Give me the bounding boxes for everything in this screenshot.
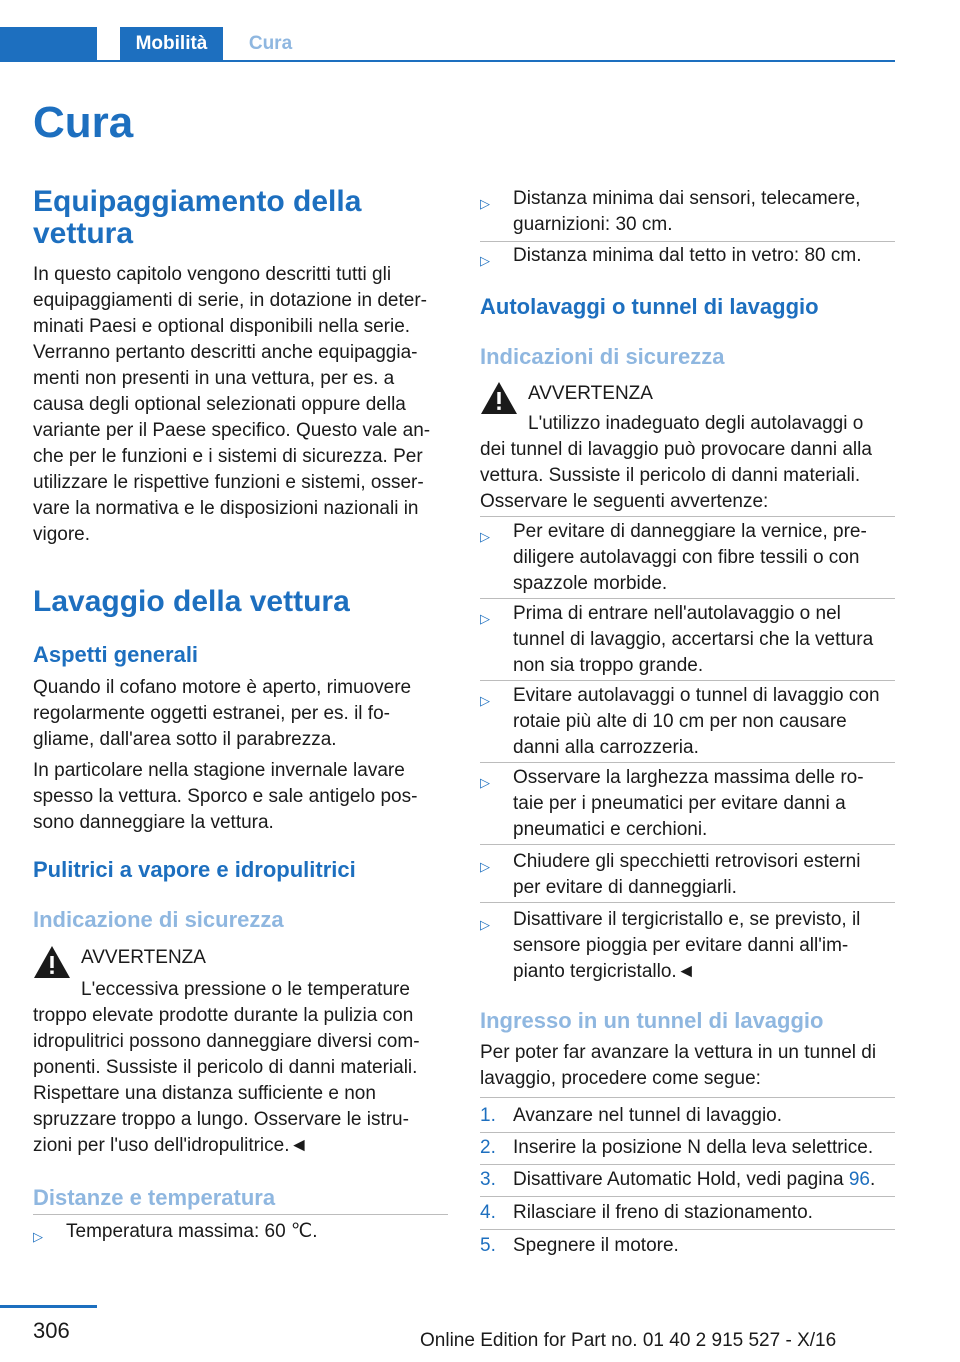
step-text-main: Disattivare Automatic Hold, vedi pagina [513,1169,849,1190]
general-paragraph [33,675,453,753]
text-line: Osservare le seguenti avvertenze: [480,491,769,512]
tab-underline [0,60,895,62]
list-item [480,601,900,679]
step-text-end: . [869,1169,876,1190]
tunnel-paragraph [480,1040,900,1092]
text-line: vare la normativa e le disposizioni nazionali in [33,498,419,519]
list-item-text: taie per i pneumatici per evitare danni a [513,793,846,814]
list-item-text: non sia troppo grande. [513,655,704,676]
list-item-text: danni alla carrozzeria. [513,737,699,758]
list-divider [480,1164,895,1165]
list-item-text: tunnel di lavaggio, accertarsi che la vettura [513,629,874,650]
step-text: Spegnere il motore. [513,1235,679,1256]
text-line: zioni per l'uso dell'idropulitrice.◄ [33,1135,309,1156]
bullet-icon: ▷ [480,693,490,708]
list-divider [33,1214,448,1215]
pressure-heading: Pulitrici a vapore e idropulitrici [33,857,356,882]
bullet-icon: ▷ [33,1229,43,1244]
bullet-icon: ▷ [480,859,490,874]
text-line: Verranno pertanto descritti anche equipaggia‐ [33,342,418,363]
edition-text: Online Edition for Part no. 01 40 2 915 527 - X/16 [420,1330,837,1351]
list-item [480,186,900,238]
page-link[interactable]: 96 [848,1169,870,1190]
equip-paragraph [33,262,453,548]
tunnel-heading: Ingresso in un tunnel di lavaggio [480,1008,824,1033]
warning-block [33,945,453,975]
page-title: Cura [33,98,134,147]
text-line: vigore. [33,524,91,545]
bullet-icon: ▷ [480,253,490,268]
list-divider [480,762,895,763]
page-number: 306 [33,1318,70,1343]
tab-mobilita[interactable]: Mobilità [120,27,223,62]
footer-rule [0,1305,97,1308]
text-line: che per le funzioni e i sistemi di sicurezza. Per [33,446,423,467]
list-item-text: guarnizioni: 30 cm. [513,214,673,235]
step-text: Avanzare nel tunnel di lavaggio. [513,1105,783,1126]
safety-heading: Indicazione di sicurezza [33,907,284,932]
list-item-text: Distanza minima dal tetto in vetro: 80 cm. [513,245,862,266]
text-line: gliame, dall'area sotto il parabrezza. [33,729,337,750]
list-item-text: Evitare autolavaggi o tunnel di lavaggio con [513,685,880,706]
text-line: vettura. Sussiste il pericolo di danni materiali. [480,465,861,486]
text-line: troppo elevate prodotte durante la pulizia con [33,1005,414,1026]
bullet-icon: ▷ [480,196,490,211]
autowash-heading: Autolavaggi o tunnel di lavaggio [480,294,819,319]
step-number: 3. [480,1169,496,1190]
step-number: 5. [480,1235,496,1256]
warning-first-line: L'utilizzo inadeguato degli autolavaggi o [528,413,864,434]
warning-triangle-icon [33,945,71,979]
list-divider [480,1229,895,1230]
text-line: causa degli optional selezionati oppure della [33,394,406,415]
bullet-icon: ▷ [480,611,490,626]
warning-text [480,437,900,515]
wash-heading: Lavaggio della vettura [33,585,350,618]
list-item-text: pianto tergicristallo.◄ [513,961,696,982]
text-line: lavaggio, procedere come segue: [480,1068,761,1089]
text-line: spesso la vettura. Sporco e sale antigelo pos‐ [33,786,418,807]
step-item [480,1103,900,1129]
list-item [33,1219,448,1245]
list-divider [480,1097,895,1098]
list-divider [480,1132,895,1133]
list-divider [480,516,895,517]
step-text: Inserire la posizione N della leva selettrice. [513,1137,874,1158]
warning-block [480,381,900,411]
list-item [480,683,900,761]
list-divider [480,902,895,903]
text-line: idropulitrici possono danneggiare diversi com‐ [33,1031,420,1052]
list-item-text: per evitare di danneggiarli. [513,877,737,898]
list-divider [480,680,895,681]
text-line: minati Paesi e optional disponibili nella serie. [33,316,411,337]
text-line: dei tunnel di lavaggio può provocare danni alla [480,439,872,460]
equip-heading-l2: vettura [33,217,134,250]
autowash-safety-heading: Indicazioni di sicurezza [480,344,725,369]
list-item-text: Disattivare il tergicristallo e, se previsto, il [513,909,861,930]
text-line: Rispettare una distanza sufficiente e non [33,1083,376,1104]
warning-first-line: L'eccessiva pressione o le temperature [81,979,410,1000]
step-number: 4. [480,1202,496,1223]
list-item [480,519,900,597]
warning-label: AVVERTENZA [81,947,206,968]
list-item-text: Prima di entrare nell'autolavaggio o nel [513,603,841,624]
text-line: Per poter far avanzare la vettura in un tunnel di [480,1042,877,1063]
tab-spacer [0,27,97,62]
step-item [480,1233,900,1259]
list-item [480,907,900,985]
general-heading: Aspetti generali [33,642,199,667]
warning-triangle-icon [480,381,518,415]
list-item-text: pneumatici e cerchioni. [513,819,708,840]
text-line: spruzzare troppo a lungo. Osservare le istru‐ [33,1109,409,1130]
list-item-text: spazzole morbide. [513,573,668,594]
text-line: sono danneggiare la vettura. [33,812,274,833]
list-item-text: Chiudere gli specchietti retrovisori esterni [513,851,861,872]
text-line: utilizzare le rispettive funzioni e sistemi, osser‐ [33,472,424,493]
list-item-text: Per evitare di danneggiare la vernice, pre‐ [513,521,867,542]
equip-heading-l1: Equipaggiamento della [33,185,362,218]
step-item [480,1200,900,1226]
tab-cura[interactable]: Cura [223,27,318,62]
equip-heading [33,186,448,250]
list-item [480,849,900,901]
text-line: variante per il Paese specifico. Questo vale an‐ [33,420,431,441]
header-tabs [0,27,895,62]
bullet-icon: ▷ [480,775,490,790]
step-number: 1. [480,1105,496,1126]
warning-text [33,1003,453,1159]
text-line: menti non presenti in una vettura, per es. a [33,368,395,389]
distance-heading: Distanze e temperatura [33,1185,276,1210]
warning-label: AVVERTENZA [528,383,653,404]
winter-paragraph [33,758,453,836]
text-line: In questo capitolo vengono descritti tutti gli [33,264,392,285]
list-item [480,765,900,843]
step-item [480,1135,900,1161]
text-line: equipaggiamenti di serie, in dotazione in deter‐ [33,290,427,311]
step-text: Rilasciare il freno di stazionamento. [513,1202,813,1223]
list-divider [480,844,895,845]
text-line: regolarmente oggetti estranei, per es. il fo‐ [33,703,390,724]
list-item-text: sensore pioggia per evitare danni all'im‐ [513,935,849,956]
bullet-icon: ▷ [480,917,490,932]
list-item [480,243,900,269]
list-item-text: Distanza minima dai sensori, telecamere, [513,188,861,209]
list-divider [480,598,895,599]
list-item-text: rotaie più alte di 10 cm per non causare [513,711,847,732]
bullet-icon: ▷ [480,529,490,544]
text-line: Quando il cofano motore è aperto, rimuovere [33,677,412,698]
step-item [480,1167,900,1193]
list-item-text: diligere autolavaggi con fibre tessili o con [513,547,860,568]
list-item-text: Temperatura massima: 60 ℃. [66,1221,318,1242]
text-line: ponenti. Sussiste il pericolo di danni materiali. [33,1057,418,1078]
step-number: 2. [480,1137,496,1158]
text-line: In particolare nella stagione invernale lavare [33,760,405,781]
step-text [513,1167,875,1193]
list-divider [480,241,895,242]
list-item-text: Osservare la larghezza massima delle ro‐ [513,767,864,788]
list-divider [480,1196,895,1197]
